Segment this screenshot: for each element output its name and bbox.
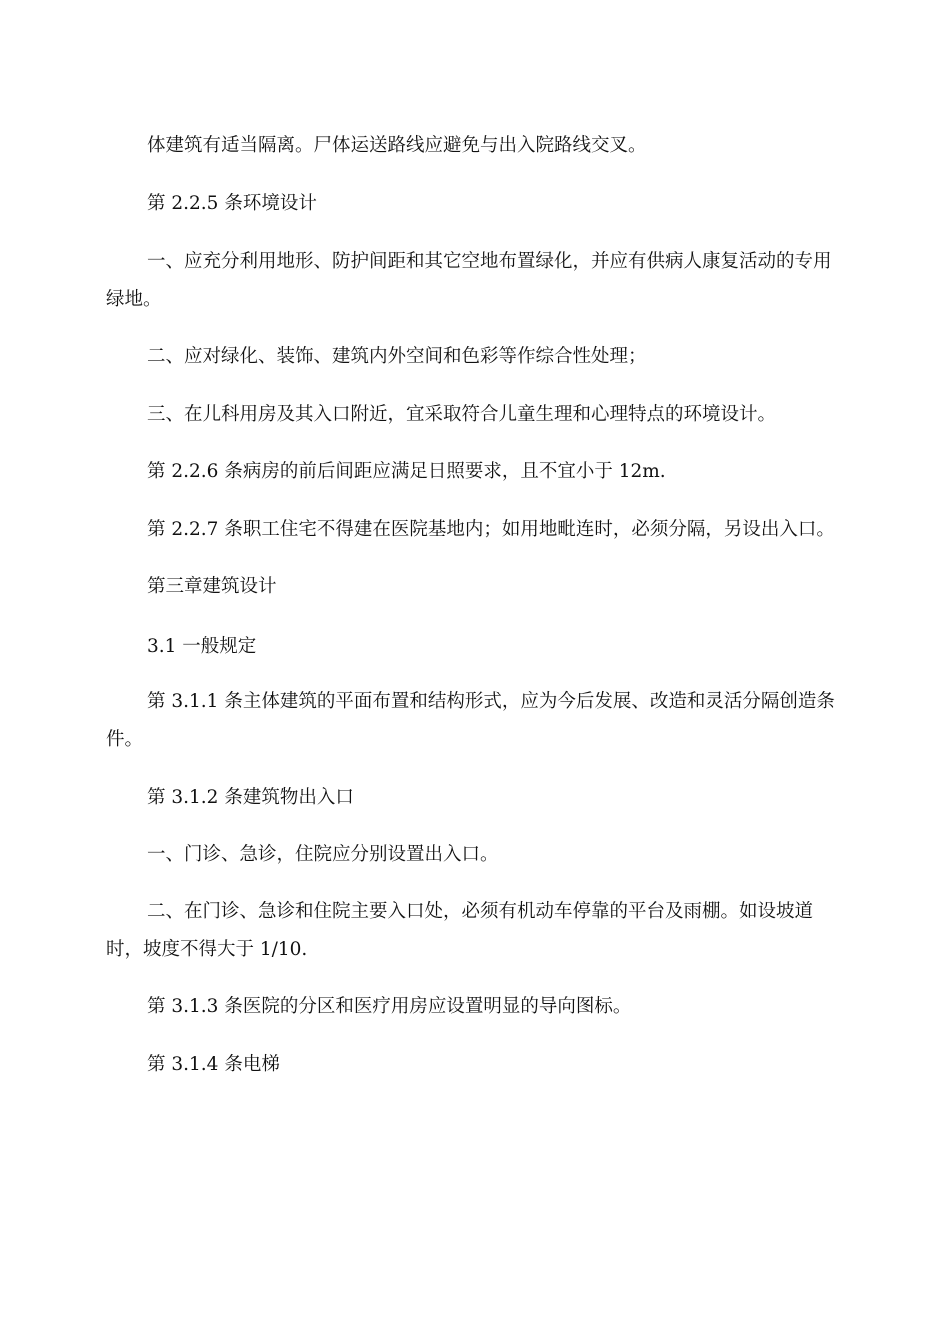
paragraph-4: 二、应对绿化、装饰、建筑内外空间和色彩等作综合性处理； — [147, 346, 647, 367]
paragraph-2-2-7: 第 2.2.7 条职工住宅不得建在医院基地内；如用地毗连时，必须分隔，另设出入口。 — [147, 519, 835, 540]
paragraph-1: 体建筑有适当隔离。尸体运送路线应避免与出入院路线交叉。 — [147, 135, 647, 156]
paragraph-5: 三、在儿科用房及其入口附近，宜采取符合儿童生理和心理特点的环境设计。 — [147, 404, 777, 425]
section-heading-3-1-4: 第 3.1.4 条电梯 — [147, 1054, 280, 1075]
section-heading-2-2-5: 第 2.2.5 条环境设计 — [147, 193, 317, 214]
paragraph-12: 一、门诊、急诊，住院应分别设置出入口。 — [147, 844, 499, 865]
section-heading-3-1: 3.1 一般规定 — [147, 636, 257, 657]
paragraph-3: 一、应充分利用地形、防护间距和其它空地布置绿化，并应有供病人康复活动的专用绿地。 — [106, 251, 832, 310]
paragraph-13: 二、在门诊、急诊和住院主要入口处，必须有机动车停靠的平台及雨棚。如设坡道时，坡度不得大于 1/10. — [106, 901, 814, 960]
paragraph-3-1-3: 第 3.1.3 条医院的分区和医疗用房应设置明显的导向图标。 — [147, 996, 632, 1017]
paragraph-2-2-6: 第 2.2.6 条病房的前后间距应满足日照要求，且不宜小于 12m. — [147, 461, 666, 482]
section-heading-3-1-2: 第 3.1.2 条建筑物出入口 — [147, 787, 354, 808]
paragraph-3-1-1: 第 3.1.1 条主体建筑的平面布置和结构形式，应为今后发展、改造和灵活分隔创造条件。 — [106, 691, 835, 750]
chapter-heading-3: 第三章建筑设计 — [147, 576, 277, 597]
